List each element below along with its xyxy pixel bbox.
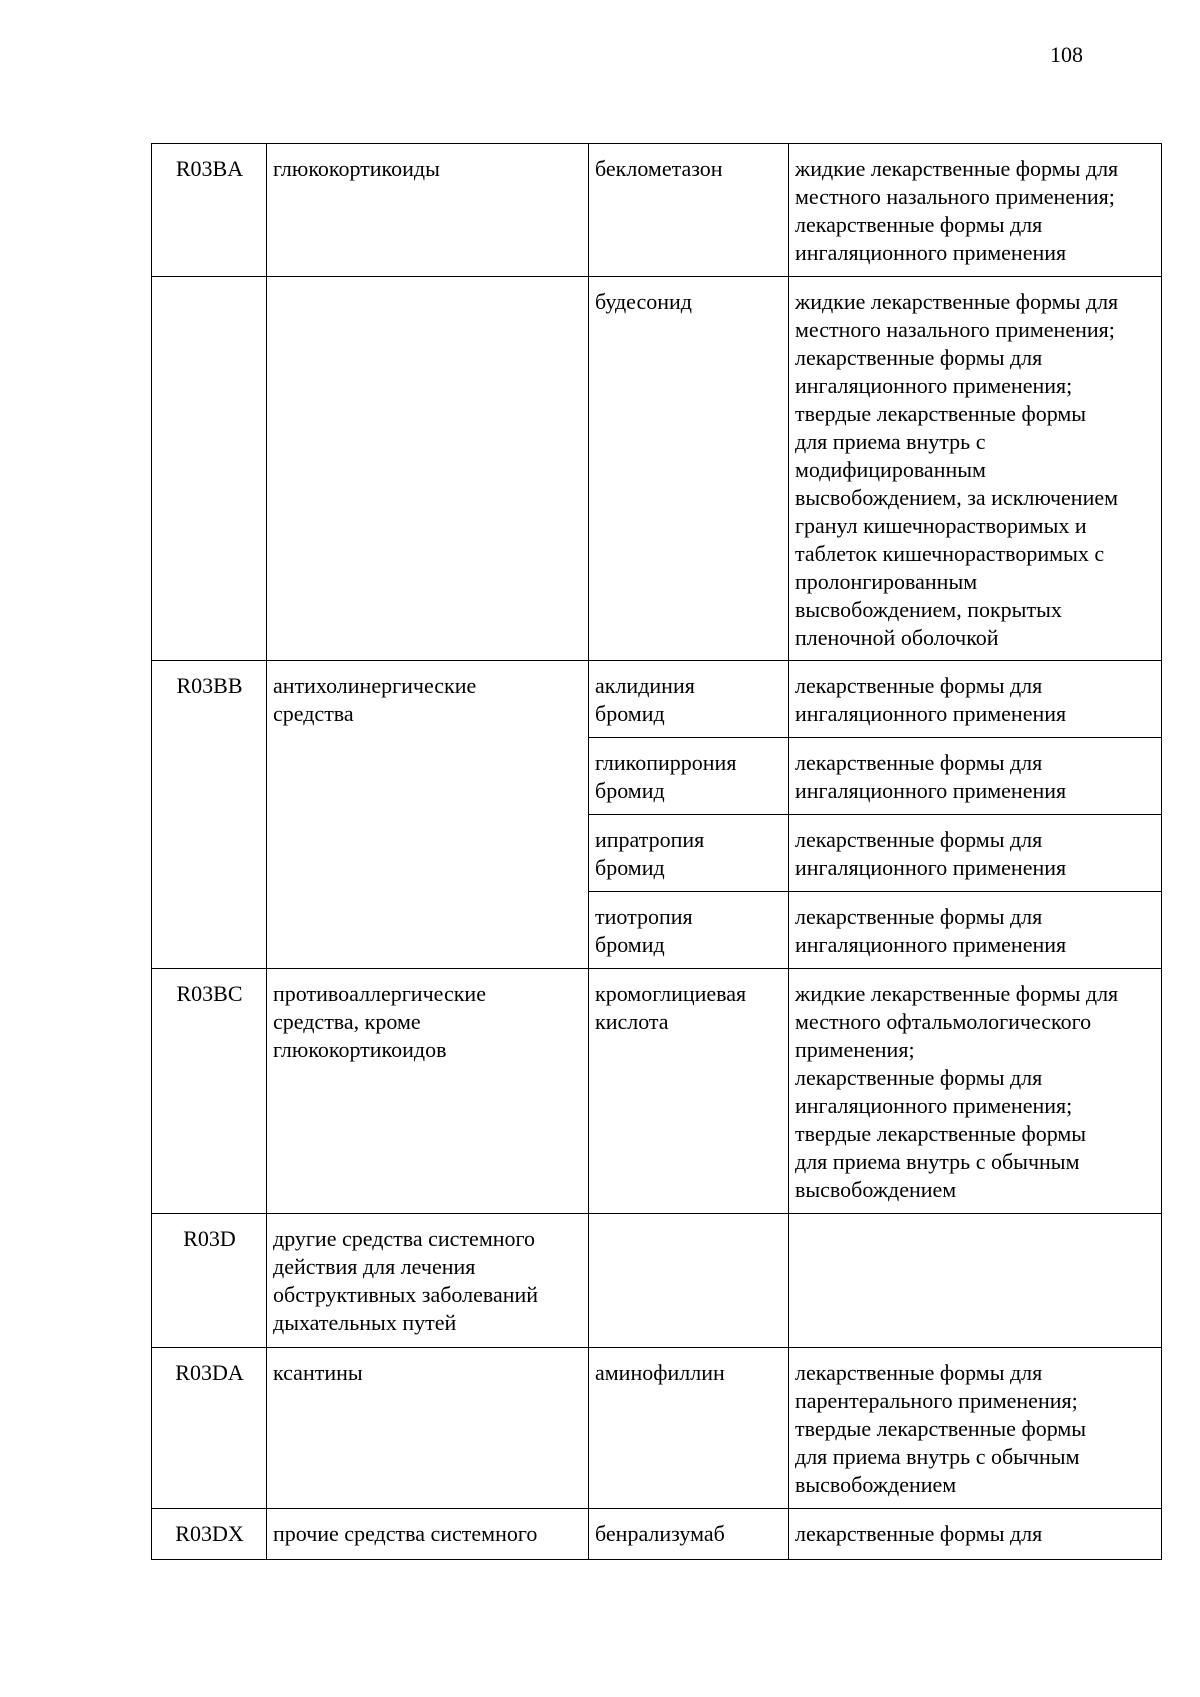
dosage-form-cell: лекарственные формы для ингаляционного применения <box>789 738 1162 815</box>
group-cell: прочие средства системного <box>267 1509 589 1560</box>
drug-cell: бенрализумаб <box>589 1509 789 1560</box>
drug-cell: будесонид <box>589 277 789 661</box>
table-row <box>152 1214 1162 1348</box>
drug-cell: аминофиллин <box>589 1348 789 1509</box>
table-row <box>152 144 1162 277</box>
atc-code-cell: R03DX <box>152 1509 267 1560</box>
atc-code-cell: R03BB <box>152 661 267 969</box>
table-row <box>152 1509 1162 1560</box>
group-cell: антихолинергические средства <box>267 661 589 969</box>
dosage-form-cell: лекарственные формы для ингаляционного применения <box>789 892 1162 969</box>
dosage-form-cell: лекарственные формы для парентерального применения; твердые лекарственные формы для приема внутрь с обычным высвобождением <box>789 1348 1162 1509</box>
table-row <box>152 969 1162 1214</box>
dosage-form-cell <box>789 1214 1162 1348</box>
dosage-form-cell: лекарственные формы для ингаляционного применения <box>789 661 1162 738</box>
dosage-form-cell: лекарственные формы для <box>789 1509 1162 1560</box>
atc-code-cell: R03D <box>152 1214 267 1348</box>
atc-code-cell: R03BC <box>152 969 267 1214</box>
atc-code-cell: R03DA <box>152 1348 267 1509</box>
table-row <box>152 661 1162 738</box>
group-cell: противоаллергические средства, кроме глюкокортикоидов <box>267 969 589 1214</box>
drug-table <box>151 143 1162 1560</box>
drug-cell: беклометазон <box>589 144 789 277</box>
page-number: 108 <box>1050 42 1083 67</box>
drug-cell <box>589 1214 789 1348</box>
atc-code-cell <box>152 277 267 661</box>
group-cell: другие средства системного действия для лечения обструктивных заболеваний дыхательных путей <box>267 1214 589 1348</box>
group-cell <box>267 277 589 661</box>
group-cell: ксантины <box>267 1348 589 1509</box>
table-row <box>152 1348 1162 1509</box>
dosage-form-cell: жидкие лекарственные формы для местного назального применения; лекарственные формы для ингаляционного применения <box>789 144 1162 277</box>
drug-cell: тиотропия бромид <box>589 892 789 969</box>
atc-code-cell: R03BA <box>152 144 267 277</box>
dosage-form-cell: жидкие лекарственные формы для местного офтальмологического применения; лекарственные формы для ингаляционного применения; твердые лекарственные формы для приема внутрь с обычным высвобождением <box>789 969 1162 1214</box>
drug-cell: кромоглициевая кислота <box>589 969 789 1214</box>
group-cell: глюкокортикоиды <box>267 144 589 277</box>
dosage-form-cell: жидкие лекарственные формы для местного назального применения; лекарственные формы для ингаляционного применения; твердые лекарственные формы для приема внутрь с модифицированным высвобождением, за исключением гранул кишечнорастворимых и таблеток кишечнорастворимых с пролонгированным высвобождением, покрытых пленочной оболочкой <box>789 277 1162 661</box>
drug-cell: ипратропия бромид <box>589 815 789 892</box>
table-row <box>152 277 1162 661</box>
drug-cell: гликопиррония бромид <box>589 738 789 815</box>
dosage-form-cell: лекарственные формы для ингаляционного применения <box>789 815 1162 892</box>
drug-cell: аклидиния бромид <box>589 661 789 738</box>
